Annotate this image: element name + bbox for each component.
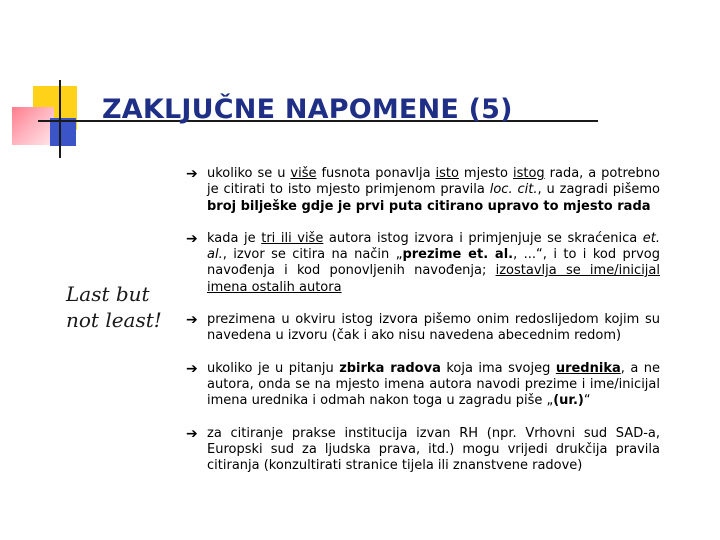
text: kada je bbox=[207, 230, 262, 246]
bullet-item bbox=[186, 426, 660, 475]
text: rada, a potrebno je citirati to isto mjesto primjenom pravila bbox=[207, 166, 660, 198]
text-underlined: isto bbox=[435, 166, 459, 181]
text-underlined: tri ili više bbox=[261, 230, 324, 246]
bullet-list bbox=[186, 166, 660, 490]
slide-title: ZAKLJUČNE NAPOMENE (5) bbox=[102, 94, 513, 125]
decor-red-square bbox=[12, 107, 54, 145]
bullet-item bbox=[186, 166, 660, 215]
text: , ...“, i to i kod prvog navođenja i kod ponovljenih navođenja; bbox=[207, 247, 661, 279]
text-underlined: više bbox=[290, 166, 317, 181]
text: ukoliko je u pitanju bbox=[207, 360, 340, 376]
side-note bbox=[66, 281, 162, 333]
decor-blue-square bbox=[50, 118, 76, 146]
text: , a ne autora, onda se na mjesto imena autora navodi prezime i ime/inicijal imena urednika i odmah nakon toga u zagradu piše „ bbox=[207, 360, 660, 409]
text: prezimena u okviru istog izvora pišemo onim redoslijedom kojim su navedena u izvoru (čak i ako nisu navedena abecednim redom) bbox=[207, 312, 660, 344]
text-bold-underlined: urednika bbox=[555, 360, 621, 376]
text: ukoliko se u bbox=[207, 166, 291, 181]
text-bold: (ur.) bbox=[553, 393, 584, 409]
text: fusnota ponavlja bbox=[316, 166, 436, 181]
text: , izvor se citira na način „ bbox=[222, 247, 403, 263]
text-bold: broj bilješke gdje je prvi puta citirano upravo to mjesto rada bbox=[207, 198, 651, 214]
text-italic: et. al. bbox=[207, 230, 661, 263]
bullet-item bbox=[186, 231, 660, 296]
side-note-line-1: Last but bbox=[66, 282, 150, 306]
right-arrow-icon: ➔ bbox=[186, 230, 198, 247]
text-underlined: istog bbox=[512, 166, 545, 181]
text-bold: prezime et. al. bbox=[402, 247, 514, 263]
right-arrow-icon: ➔ bbox=[186, 360, 198, 377]
text: mjesto bbox=[458, 166, 513, 181]
text: , u zagradi pišemo bbox=[537, 182, 660, 198]
right-arrow-icon: ➔ bbox=[186, 312, 198, 329]
text-bold: zbirka radova bbox=[339, 360, 441, 376]
text: “ bbox=[583, 393, 591, 409]
decor-vertical-line bbox=[59, 80, 61, 158]
text: koja ima svojeg bbox=[440, 360, 556, 376]
side-note-line-2: not least! bbox=[66, 308, 162, 332]
text: autora istog izvora i primjenjuje se skraćenica bbox=[323, 230, 643, 246]
text-italic: loc. cit. bbox=[489, 182, 538, 198]
text: za citiranje prakse institucija izvan RH (npr. Vrhovni sud SAD-a, Europski sud za ljudska prava, itd.) mogu vrijedi drukčija pravila citiranja (konzultirati stranice tijela ili znanstvene radove) bbox=[207, 425, 660, 474]
right-arrow-icon: ➔ bbox=[186, 425, 198, 442]
bullet-item bbox=[186, 361, 660, 410]
text-underlined: izostavlja se ime/inicijal imena ostalih autora bbox=[207, 263, 660, 295]
bullet-item bbox=[186, 312, 660, 345]
right-arrow-icon: ➔ bbox=[186, 166, 198, 182]
